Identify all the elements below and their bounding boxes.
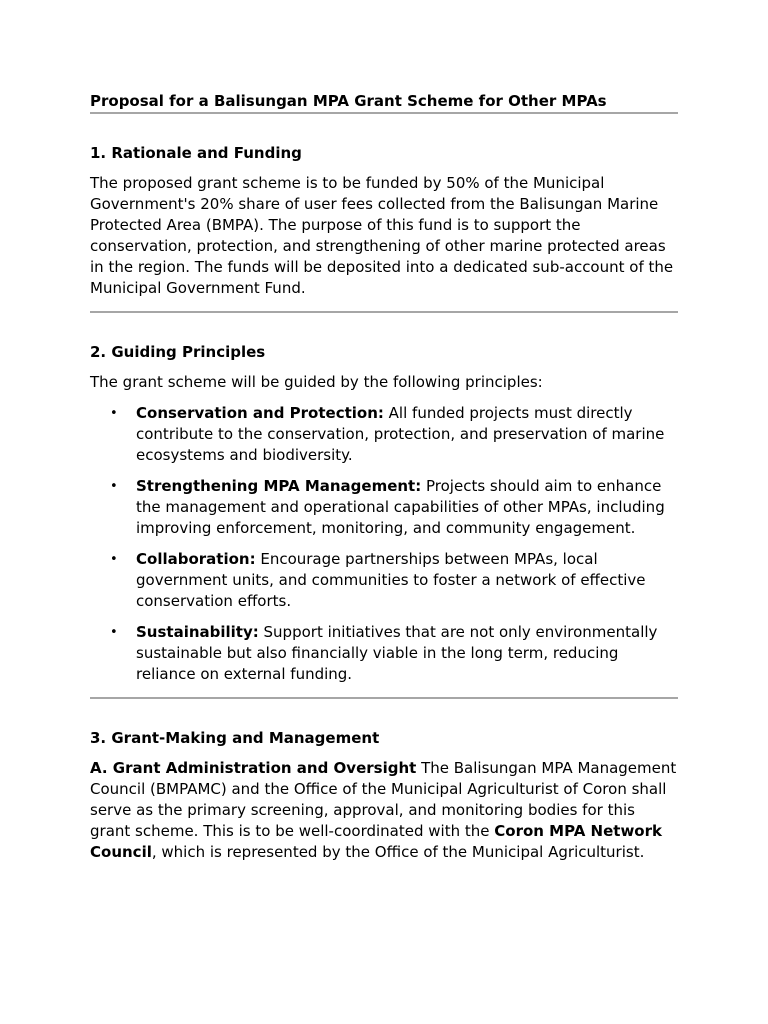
document-title: Proposal for a Balisungan MPA Grant Scheme for Other MPAs <box>90 92 607 110</box>
subsection-text-part-2: , which is represented by the Office of the Municipal Agriculturist. <box>151 843 645 861</box>
bullet-glyph: • <box>110 625 118 640</box>
section-heading-principles: 2. Guiding Principles <box>90 343 266 361</box>
principle-text: Projects should aim to enhance the management and operational capabilities of other MPAs, including improving enforcement, monitoring, and community engagement. <box>136 477 665 537</box>
principles-intro: The grant scheme will be guided by the following principles: <box>90 373 543 391</box>
divider-section-2 <box>90 697 678 699</box>
principle-text: All funded projects must directly contribute to the conservation, protection, and preservation of marine ecosystems and biodiversity. <box>136 404 665 464</box>
bullet-glyph: • <box>110 552 118 567</box>
divider-section-1 <box>90 311 678 313</box>
coron-mpa-network-council: Coron MPA Network Council <box>90 822 662 861</box>
section-heading-rationale: 1. Rationale and Funding <box>90 144 302 162</box>
document-content <box>90 90 678 863</box>
principle-title: Conservation and Protection: <box>136 404 384 422</box>
principle-item-collaboration <box>90 549 678 612</box>
rationale-paragraph: The proposed grant scheme is to be funded by 50% of the Municipal Government's 20% share of user fees collected from the Balisungan Marine Protected Area (BMPA). The purpose of this fund is to support the conservation, protection, and strengthening of other marine protected areas in the region. The funds will be deposited into a dedicated sub-account of the Municipal Government Fund. <box>90 174 674 297</box>
principle-text: Encourage partnerships between MPAs, local government units, and communities to foster a network of effective conservation efforts. <box>136 550 646 610</box>
divider-title <box>90 112 678 114</box>
principle-item-sustainability <box>90 622 678 685</box>
bullet-glyph: • <box>110 479 118 494</box>
section-guiding-principles <box>90 341 678 685</box>
principle-text: Support initiatives that are not only environmentally sustainable but also financially viable in the long term, reducing reliance on external funding. <box>136 623 658 683</box>
section-grant-making <box>90 727 678 863</box>
principle-title: Strengthening MPA Management: <box>136 477 422 495</box>
principle-title: Collaboration: <box>136 550 256 568</box>
subsection-text-part-1: The Balisungan MPA Management Council (BMPAMC) and the Office of the Municipal Agriculturist of Coron shall serve as the primary screening, approval, and monitoring bodies for this grant scheme. This is to be well-coordinated with the <box>90 759 677 840</box>
principle-item-conservation <box>90 403 678 466</box>
section-rationale-funding <box>90 142 678 299</box>
bullet-glyph: • <box>110 406 118 421</box>
principle-title: Sustainability: <box>136 623 259 641</box>
subsection-title: A. Grant Administration and Oversight <box>90 759 417 777</box>
principles-list <box>90 403 678 685</box>
section-heading-grant-making: 3. Grant-Making and Management <box>90 729 380 747</box>
grant-administration-paragraph <box>90 758 678 863</box>
principle-item-strengthening <box>90 476 678 539</box>
